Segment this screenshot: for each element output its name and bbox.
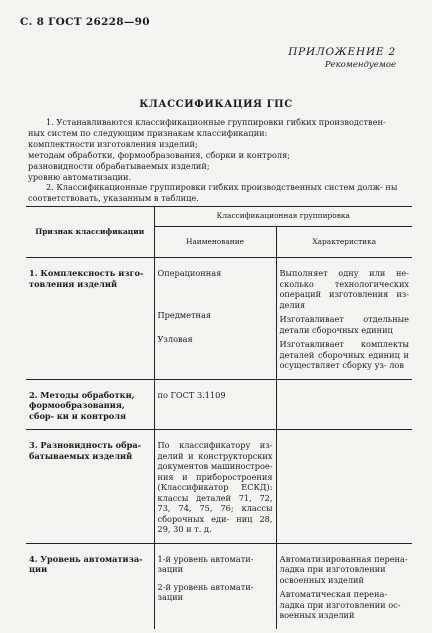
section-title: КЛАССИФИКАЦИЯ ГПС [139,99,293,110]
char-text: Автоматизированная перена- ладка при изготовлении освоенных изделий [279,553,408,585]
name-cell: По классификатору из- делий и конструкторских документов машинострое- ния и приборостроения (Классификатор ЕСКД): классы деталей 71, 72, 73, 74, 75, 76; классы сборочных еди- ниц 28, 29, 30 и т. д. [154,430,276,544]
table-row [26,430,412,544]
header-characteristic: Характеристика [276,226,412,258]
char-text: Изготавливает комплекты деталей сборочных единиц и осуществляет сборку уз- лов [279,339,410,370]
name-text: Предметная [157,310,212,320]
list-item: комплектности изготовления изделий; [28,139,198,149]
name-cell [154,543,276,629]
char-cell [276,258,412,380]
name-cell [154,258,276,380]
criteria-list [28,139,290,183]
feature-cell: 2. Методы обработки, формообразования, сбор- ки и контроля [26,379,154,430]
paragraph-1: 1. Устанавливаются классификационные группировки гибких производствен- ных систем по следующим признакам классификации: [28,117,386,138]
recommended-label: Рекомендуемое [324,60,396,70]
header-feature: Признак классификации [26,207,154,258]
paragraph-2: 2. Классификационные группировки гибких производственных систем долж- ны соответствовать, указанным в таблице. [28,182,398,203]
table-row [26,379,412,430]
appendix-label: ПРИЛОЖЕНИЕ 2 [288,46,396,58]
char-text: Автоматическая перена- ладка при изготовлении ос- военных изделий [279,589,401,620]
appendix-header [288,46,396,70]
name-text: Операционная [157,268,222,278]
name-cell: по ГОСТ 3.1109 [154,379,276,430]
name-text: Узловая [157,334,193,344]
char-text: Выполняет одну или не- сколько технологических операций изготовления из- делия [279,268,410,310]
list-item: методам обработки, формообразования, сборки и контроля; [28,150,290,160]
feature-cell: 3. Разновидность обра- батываемых изделий [26,430,154,544]
list-item: уровню автоматизации. [28,172,132,182]
table-row [26,543,412,629]
header-name: Наименование [154,226,276,258]
table-row [26,258,412,380]
char-cell [276,379,412,430]
char-cell [276,430,412,544]
classification-table [26,206,412,629]
feature-cell: 1. Комплексность изго- товления изделий [26,258,154,380]
header-group: Классификационная группировка [154,207,412,227]
feature-cell: 4. Уровень автоматиза- ции [26,543,154,629]
char-text: Изготавливает отдельные детали сборочных единиц [279,314,410,335]
list-item: разновидности обрабатываемых изделий; [28,161,210,171]
char-cell [276,543,412,629]
name-text: 1-й уровень автомати- зации [157,553,254,574]
name-text: 2-й уровень автомати- зации [157,581,254,602]
page-header-standard: С. 8 ГОСТ 26228—90 [20,16,150,28]
